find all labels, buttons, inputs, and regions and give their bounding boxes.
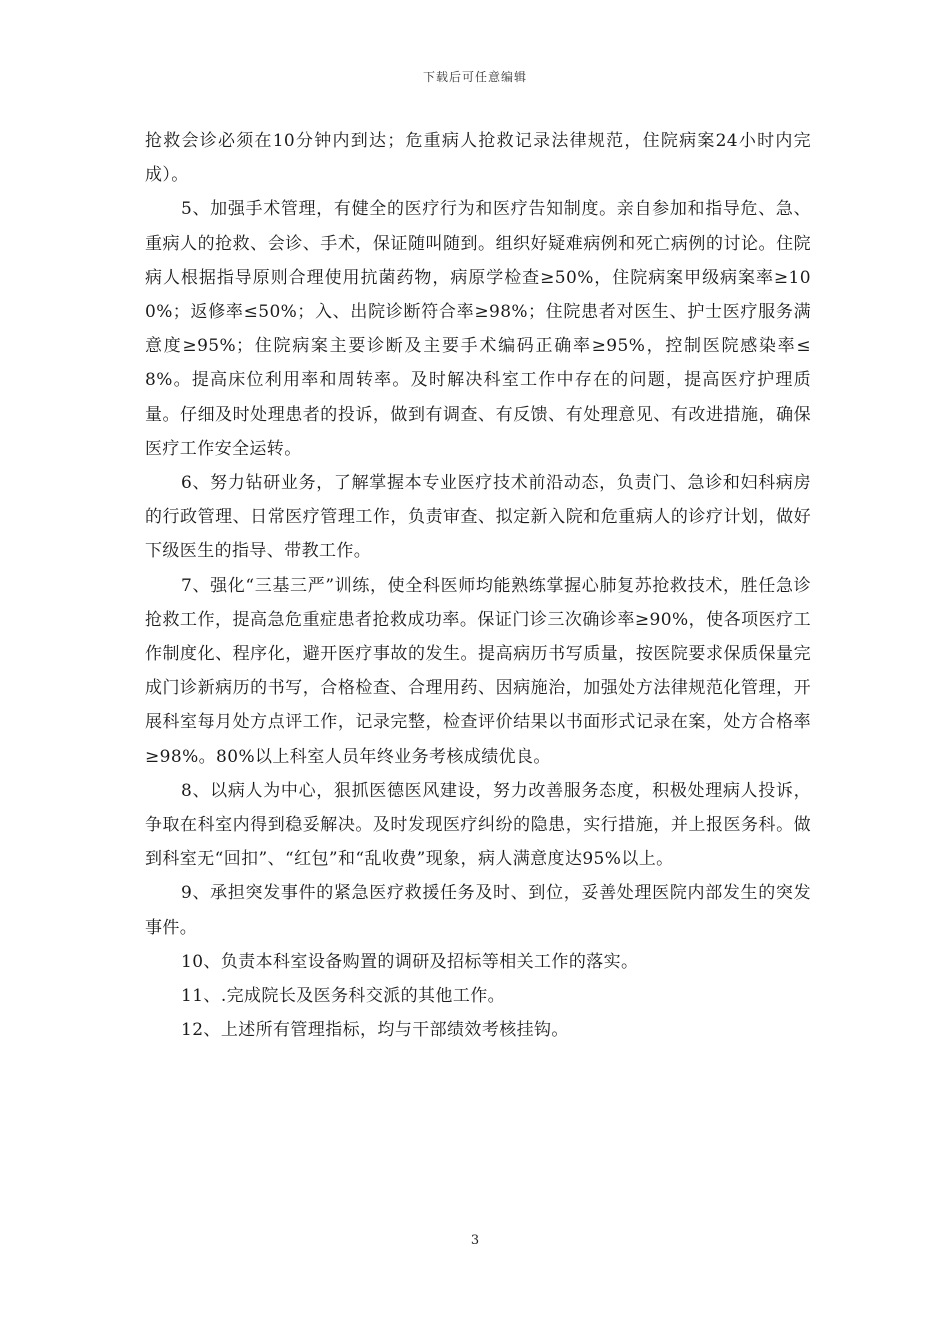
paragraph-item-10: 10、负责本科室设备购置的调研及招标等相关工作的落实。 bbox=[181, 951, 639, 972]
document-body bbox=[145, 124, 811, 1047]
paragraph-item-7: 7、强化“三基三严”训练，使全科医师均能熟练掌握心肺复苏抢救技术，胜任急诊抢救工作，提高急危重症患者抢救成功率。保证门诊三次确诊率≥90%，使各项医疗工作制度化、程序化，避开医疗事故的发生。提高病历书写质量，按医院要求保质保量完成门诊新病历的书写，合格检查、合理用药、因病施治，加强处方法律规范化管理，开展科室每月处方点评工作，记录完整，检查评价结果以书面形式记录在案，处方合格率≥98%。80%以上科室人员年终业务考核成绩优良。 bbox=[145, 575, 811, 767]
paragraph-item-11: 11、.完成院长及医务科交派的其他工作。 bbox=[181, 986, 506, 1007]
paragraph-item-6: 6、努力钻研业务，了解掌握本专业医疗技术前沿动态，负责门、急诊和妇科病房的行政管理、日常医疗管理工作，负责审查、拟定新入院和危重病人的诊疗计划，做好下级医生的指导、带教工作。 bbox=[145, 473, 811, 562]
paragraph-item-8: 8、以病人为中心，狠抓医德医风建设，努力改善服务态度，积极处理病人投诉，争取在科室内得到稳妥解决。及时发现医疗纠纷的隐患，实行措施，并上报医务科。做到科室无“回扣”、“红包”和“乱收费”现象，病人满意度达95%以上。 bbox=[145, 780, 811, 870]
paragraph-item-5: 5、加强手术管理，有健全的医疗行为和医疗告知制度。亲自参加和指导危、急、重病人的抢救、会诊、手术，保证随叫随到。组织好疑难病例和死亡病例的讨论。住院病人根据指导原则合理使用抗菌药物，病原学检查≥50%，住院病案甲级病案率≥100%；返修率≤50%；入、出院诊断符合率≥98%；住院患者对医生、护士医疗服务满意度≥95%；住院病案主要诊断及主要手术编码正确率≥95%，控制医院感染率≤8%。提高床位利用率和周转率。及时解决科室工作中存在的问题，提高医疗护理质量。仔细及时处理患者的投诉，做到有调查、有反馈、有处理意见、有改进措施，确保医疗工作安全运转。 bbox=[145, 199, 811, 459]
paragraph-item-12: 12、上述所有管理指标，均与干部绩效考核挂钩。 bbox=[181, 1020, 569, 1041]
page-number: 3 bbox=[470, 1233, 480, 1248]
paragraph-item-9: 9、承担突发事件的紧急医疗救援任务及时、到位，妥善处理医院内部发生的突发事件。 bbox=[145, 883, 811, 938]
page-header: 下载后可任意编辑 bbox=[422, 70, 527, 84]
paragraph-continuation: 抢救会诊必须在10分钟内到达；危重病人抢救记录法律规范，住院病案24小时内完成）。 bbox=[145, 131, 811, 186]
